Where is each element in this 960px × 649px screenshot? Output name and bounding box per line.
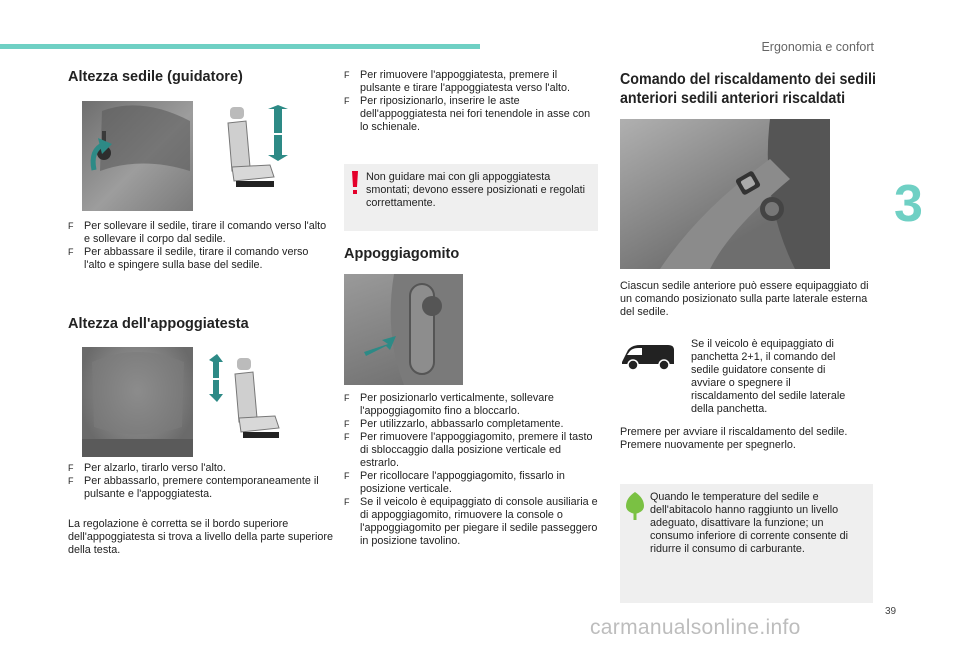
warning-text: Non guidare mai con gli appoggiatesta smontati; devono essere posizionati e regolati correttamente. [366,171,586,209]
seat-diagram-icon [205,354,283,449]
chapter-number: 3 [894,175,923,233]
warning-exclamation-icon [350,171,360,195]
heated-seat-control-photo [620,119,830,269]
headrest-photo [82,347,193,457]
section-title-armrest: Appoggiagomito [344,246,460,262]
header-accent-bar [0,44,480,49]
section-title-headrest-height: Altezza dell'appoggiatesta [68,316,249,332]
watermark: carmanualsonline.info [590,616,801,639]
section-title-heated-seats: Comando del riscaldamento dei sedili anteriori sedili anteriori riscaldati [620,71,876,107]
headrest-height-instructions [68,462,333,501]
armrest-instructions [344,392,600,548]
seat-height-instructions [68,220,333,272]
van-icon [620,342,676,372]
seat-diagram-icon [220,105,296,200]
warning-box [344,164,598,231]
list-item: F Se il veicolo è equipaggiato di console ausiliaria e di appoggiagomito, rimuovere la console o l'appoggiagomito per piegare il sedile passeggero in posizione tavolino. [344,496,598,547]
list-item: F Per riposizionarlo, inserire le aste dell'appoggiatesta nei fori tenendole in asse con lo schienale. [344,95,591,133]
list-item: F Per rimuovere l'appoggiatesta, premere il pulsante e tirare l'appoggiatesta verso l'alto. [344,69,570,94]
list-item: F Per utilizzarlo, abbassarlo completamente. [344,418,564,430]
eco-leaf-icon [624,490,646,520]
list-item: F Per ricollocare l'appoggiagomito, fissarlo in posizione verticale. [344,470,565,495]
eco-tip-text: Quando le temperature del sedile e dell'abitacolo hanno raggiunto un livello adeguato, disattivare la funzione; un consumo inferiore di corrente consente di ridurre il consumo di carburante. [650,491,849,555]
list-item: F Per rimuovere l'appoggiagomito, premere il tasto di sbloccaggio dalla posizione verticale ed estrarlo. [344,431,593,469]
armrest-photo [344,274,463,385]
heated-seat-operation: Premere per avviare il riscaldamento del sedile. Premere nuovamente per spegnerlo. [620,426,848,451]
heated-seat-intro: Ciascun sedile anteriore può essere equipaggiato di un comando posizionato sulla parte laterale esterna del sedile. [620,280,869,318]
seat-height-arrow-icon [84,136,114,172]
headrest-adjustment-note: La regolazione è corretta se il bordo superiore dell'appoggiatesta si trova a livello della parte superiore della testa. [68,518,333,556]
list-item: F Per alzarlo, tirarlo verso l'alto. [68,462,226,474]
van-bench-note: Se il veicolo è equipaggiato di panchetta 2+1, il comando del sedile guidatore consente di avviare o spegnere il riscaldamento del sedile laterale della panchetta. [691,338,846,415]
headrest-removal-instructions [344,69,600,134]
section-title-seat-height: Altezza sedile (guidatore) [68,69,243,85]
eco-tip-box [620,484,873,603]
list-item: F Per abbassarlo, premere contemporaneamente il pulsante e l'appoggiatesta. [68,475,319,500]
list-item: F Per posizionarlo verticalmente, sollevare l'appoggiagomito fino a bloccarlo. [344,392,554,417]
list-item: F Per abbassare il sedile, tirare il comando verso l'alto e spingere sulla base del sedile. [68,246,309,271]
section-title: Ergonomia e confort [761,40,874,54]
page-number: 39 [885,606,897,617]
list-item: F Per sollevare il sedile, tirare il comando verso l'alto e sollevare il corpo dal sedile. [68,220,327,245]
